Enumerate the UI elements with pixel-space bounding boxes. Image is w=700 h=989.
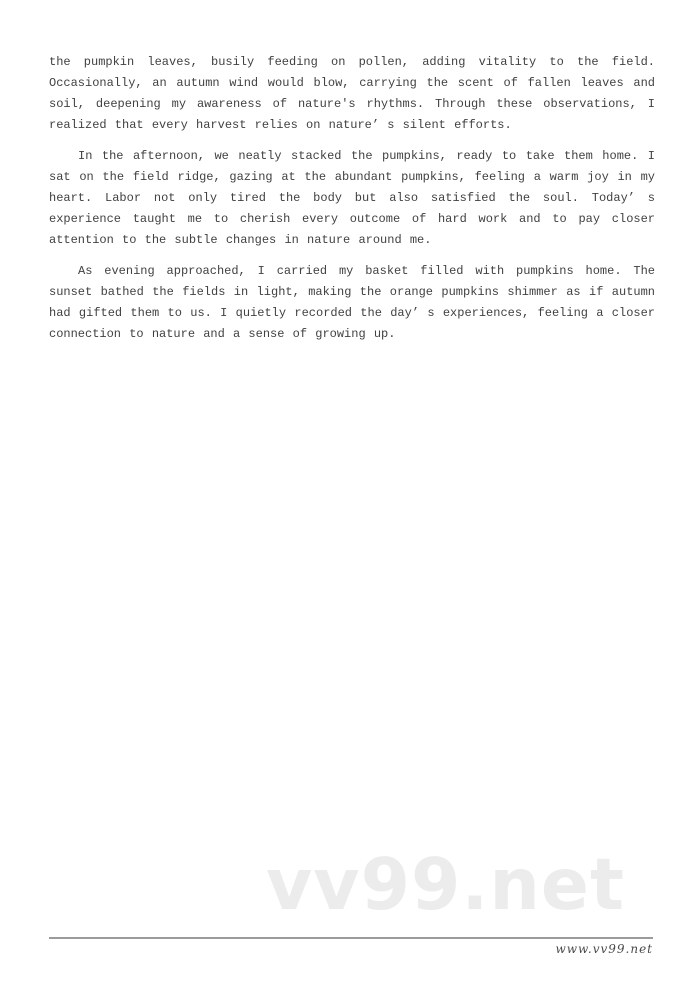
paragraph: In the afternoon, we neatly stacked the pumpkins, ready to take them home. I sat on the field ridge, gazing at the abundant pumpkins, feeling a warm joy in my heart. Labor not only tired the body but also satisfied the soul. Today’ s experience taught me to cherish every outcome of hard work and to pay closer attention to the subtle changes in nature around me. [49, 149, 655, 247]
watermark: vv99.net [266, 843, 625, 926]
footer-url: www.vv99.net [555, 942, 653, 956]
document-body [49, 52, 655, 345]
paragraph: the pumpkin leaves, busily feeding on pollen, adding vitality to the field. Occasionally, an autumn wind would blow, carrying the scent of fallen leaves and soil, deepening my awareness of nature's rhythms. Through these observations, I realized that every harvest relies on nature’ s silent efforts. [49, 55, 655, 132]
paragraph: As evening approached, I carried my basket filled with pumpkins home. The sunset bathed the fields in light, making the orange pumpkins shimmer as if autumn had gifted them to us. I quietly recorded the day’ s experiences, feeling a closer connection to nature and a sense of growing up. [49, 264, 655, 341]
footer-divider [49, 937, 653, 939]
